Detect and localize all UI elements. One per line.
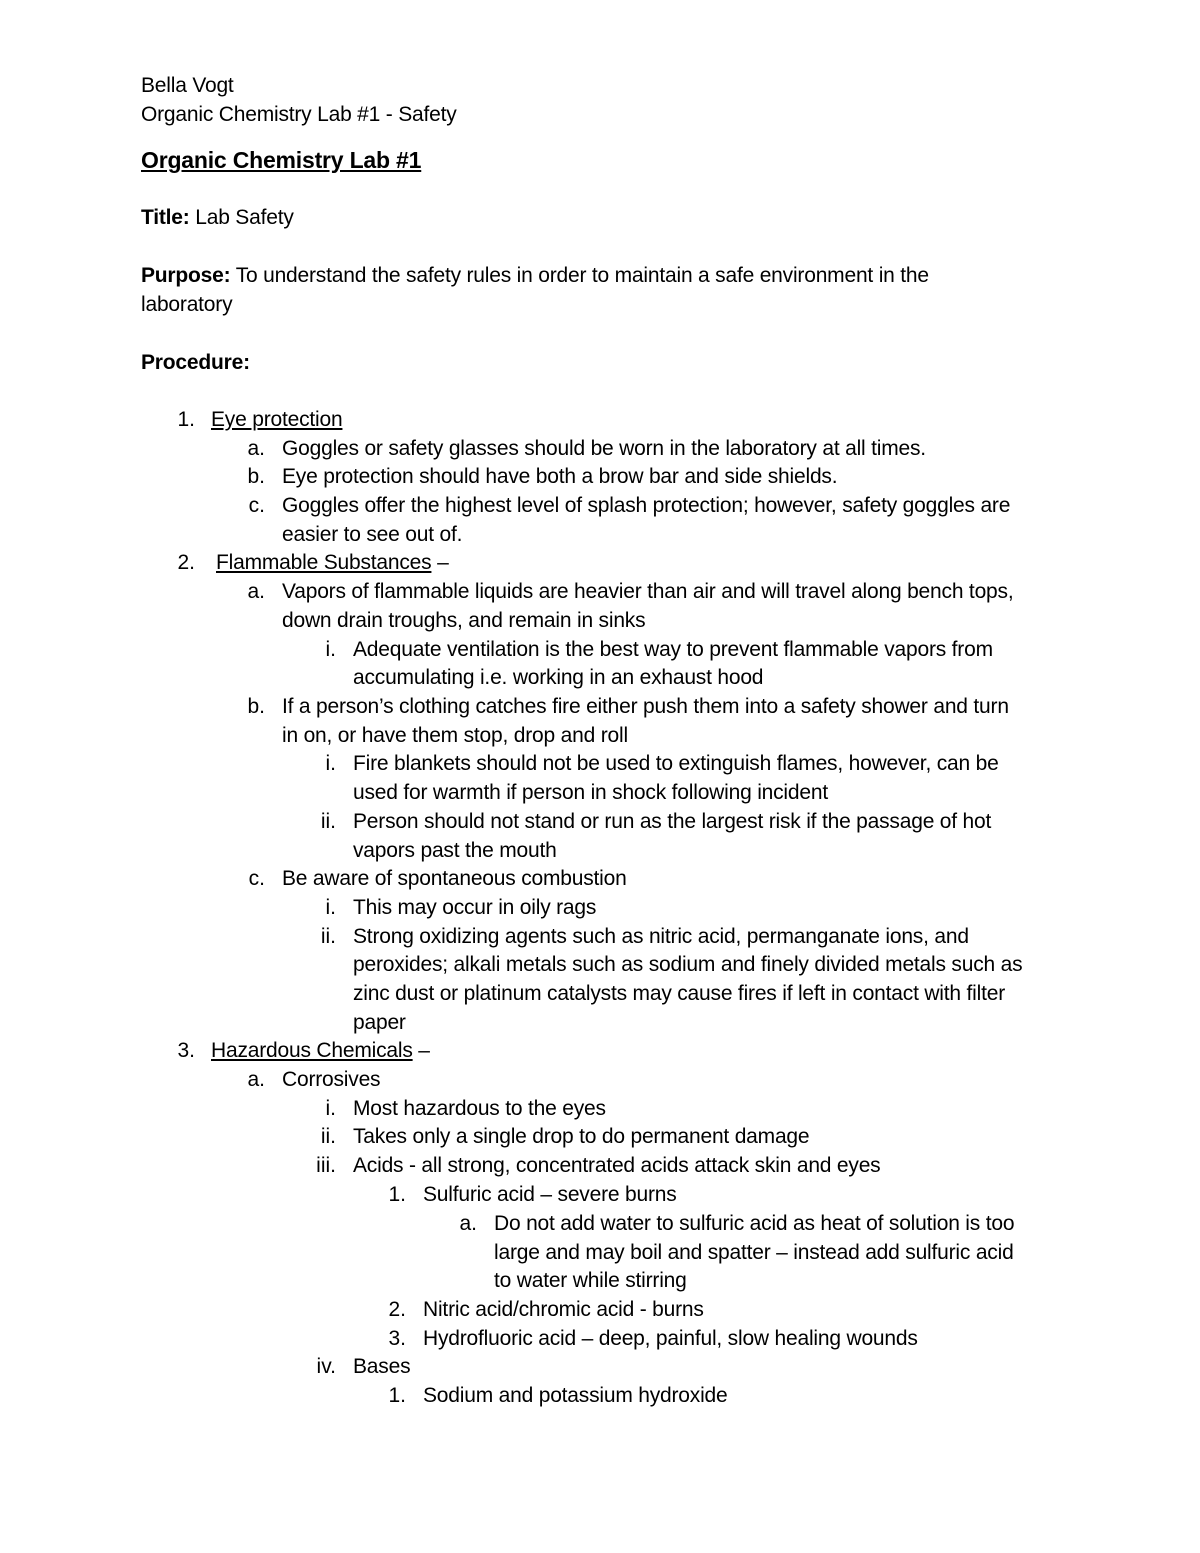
list-item-continuation: paper [353,1011,406,1034]
list-item-continuation: easier to see out of. [282,523,463,546]
list-marker: a. [247,1068,265,1091]
list-item: Takes only a single drop to do permanent damage [353,1125,810,1148]
list-item-continuation: accumulating i.e. working in an exhaust hood [353,666,764,689]
list-marker: i. [325,638,336,661]
list-marker: ii. [320,925,336,948]
list-marker: 3. [388,1327,406,1350]
purpose-label: Purpose [141,264,224,287]
title-field [141,204,294,232]
list-marker: i. [325,896,336,919]
list-marker: i. [325,1097,336,1120]
list-item: Person should not stand or run as the largest risk if the passage of hot [353,810,992,833]
list-item-continuation: zinc dust or platinum catalysts may cause fires if left in contact with filter [353,982,1005,1005]
list-marker: i. [325,752,336,775]
list-marker: 2. [388,1298,406,1321]
list-item: Eye protection should have both a brow bar and side shields. [282,465,838,488]
list-marker: 2. [177,551,195,574]
list-marker: iv. [316,1355,336,1378]
list-marker: a. [459,1212,477,1235]
list-item: Be aware of spontaneous combustion [282,867,627,890]
list-marker: c. [248,867,265,890]
procedure-label: Procedure: [141,351,250,374]
purpose-field [141,262,929,290]
list-item: Vapors of flammable liquids are heavier than air and will travel along bench tops, [282,580,1014,603]
list-item-continuation: large and may boil and spatter – instead add sulfuric acid [494,1241,1014,1264]
list-item-continuation: in on, or have them stop, drop and roll [282,724,628,747]
list-marker: b. [247,465,265,488]
list-marker: iii. [316,1154,336,1177]
document-title: Organic Chemistry Lab #1 [141,147,422,173]
section-heading-hazardous-chemicals: Hazardous Chemicals – [211,1039,430,1062]
list-marker: a. [247,580,265,603]
list-marker: 1. [177,408,195,431]
list-item: Bases [353,1355,411,1378]
section-heading-eye-protection: Eye protection [211,408,343,431]
list-marker: b. [247,695,265,718]
list-marker: c. [248,494,265,517]
purpose-value-line1: To understand the safety rules in order to maintain a safe environment in the [235,264,929,287]
list-item-continuation: peroxides; alkali metals such as sodium and finely divided metals such as [353,953,1023,976]
list-item: Do not add water to sulfuric acid as heat of solution is too [494,1212,1015,1235]
list-item: Goggles offer the highest level of splash protection; however, safety goggles are [282,494,1011,517]
title-label: Title: [141,206,190,229]
list-item: Sulfuric acid – severe burns [423,1183,677,1206]
course-line: Organic Chemistry Lab #1 - Safety [141,103,457,126]
list-item: Nitric acid/chromic acid - burns [423,1298,704,1321]
purpose-value-line2: laboratory [141,293,233,316]
list-item-continuation: used for warmth if person in shock following incident [353,781,828,804]
list-item-continuation: vapors past the mouth [353,839,557,862]
list-item-continuation: to water while stirring [494,1269,687,1292]
list-marker: a. [247,437,265,460]
list-item: Acids - all strong, concentrated acids attack skin and eyes [353,1154,881,1177]
author-name: Bella Vogt [141,74,234,97]
list-item: Goggles or safety glasses should be worn in the laboratory at all times. [282,437,926,460]
list-item: Most hazardous to the eyes [353,1097,606,1120]
list-marker: 1. [388,1183,406,1206]
list-marker: 3. [177,1039,195,1062]
list-item: Corrosives [282,1068,381,1091]
section-heading-flammable-substances: Flammable Substances – [216,551,449,574]
purpose-colon: : [223,264,231,287]
list-item-continuation: down drain troughs, and remain in sinks [282,609,646,632]
list-item: Strong oxidizing agents such as nitric acid, permanganate ions, and [353,925,969,948]
list-marker: ii. [320,810,336,833]
title-value: Lab Safety [195,206,294,229]
list-item: If a person’s clothing catches fire either push them into a safety shower and turn [282,695,1009,718]
list-marker: 1. [388,1384,406,1407]
list-item: This may occur in oily rags [353,896,597,919]
list-marker: ii. [320,1125,336,1148]
list-item: Sodium and potassium hydroxide [423,1384,728,1407]
list-item: Adequate ventilation is the best way to prevent flammable vapors from [353,638,993,661]
list-item: Fire blankets should not be used to extinguish flames, however, can be [353,752,999,775]
list-item: Hydrofluoric acid – deep, painful, slow healing wounds [423,1327,918,1350]
